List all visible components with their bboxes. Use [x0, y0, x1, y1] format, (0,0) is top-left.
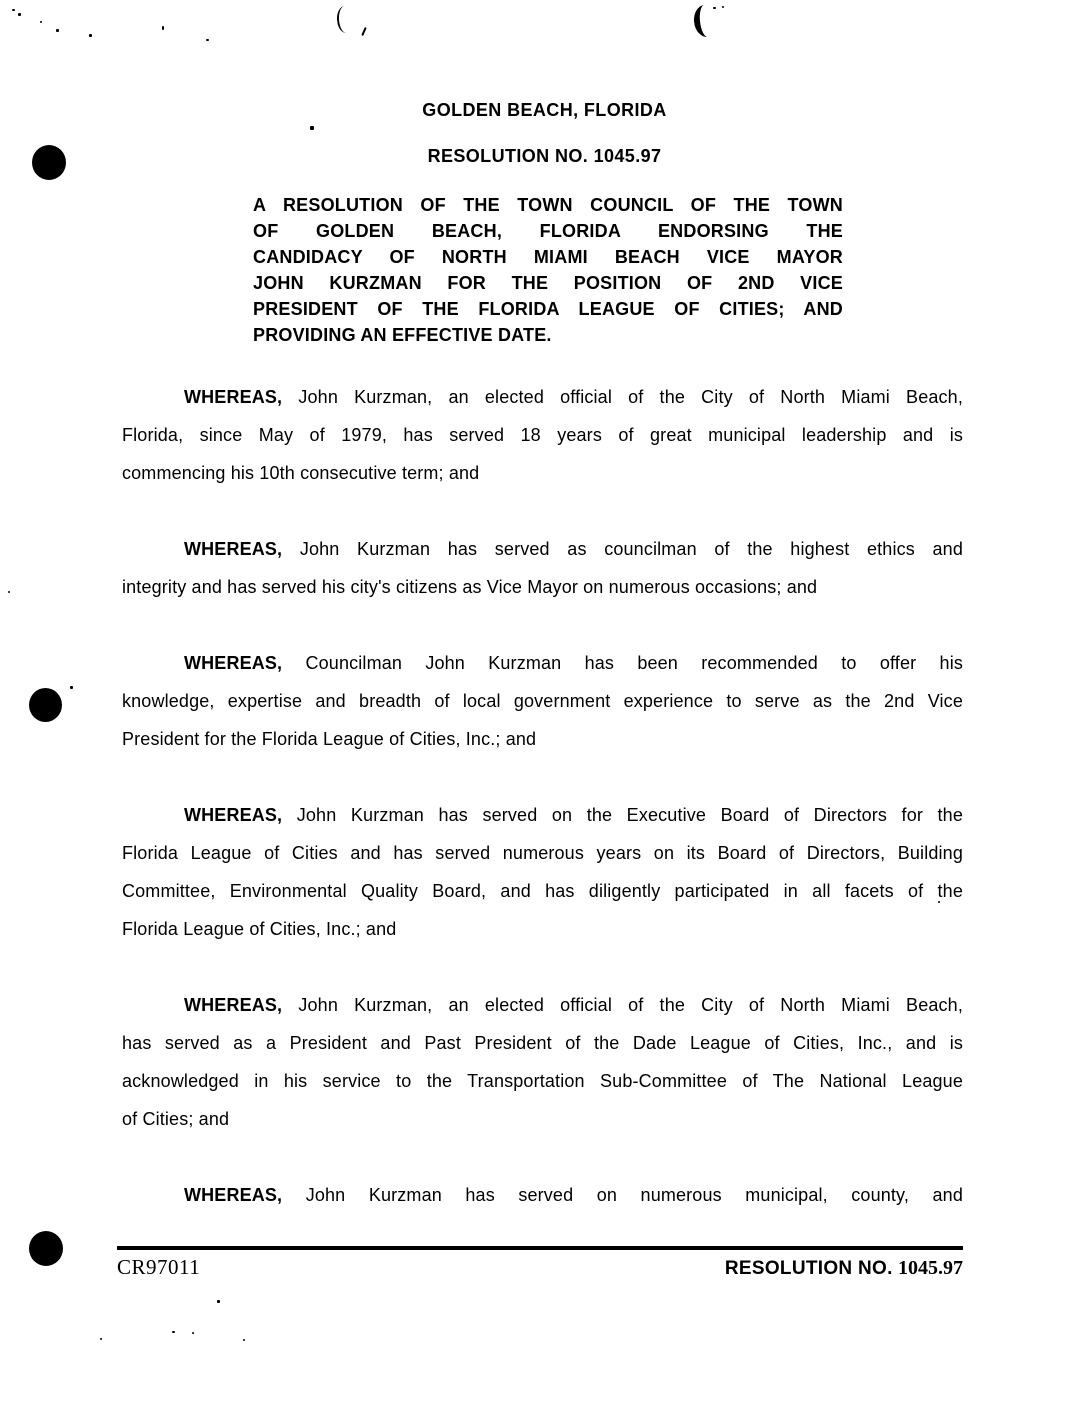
paragraph-text: John Kurzman has served on numerous municipal, county, and	[305, 1185, 963, 1205]
scan-artifact	[206, 39, 209, 41]
paragraph-line: of Cities; and	[122, 1109, 230, 1129]
page-footer	[117, 1246, 963, 1280]
footer-resolution-label: RESOLUTION NO.	[724, 1258, 893, 1279]
resolution-title-line: A RESOLUTION OF THE TOWN COUNCIL OF THE TOWN	[253, 195, 843, 215]
whereas-paragraph	[122, 530, 963, 606]
scan-artifact	[18, 13, 21, 16]
scan-artifact	[692, 4, 717, 38]
whereas-paragraph	[122, 378, 963, 492]
paragraph-line	[122, 644, 963, 682]
whereas-lead: WHEREAS,	[184, 653, 283, 673]
paragraph-line	[122, 1176, 963, 1214]
resolution-title	[253, 192, 843, 348]
paragraph-line	[122, 986, 963, 1024]
paragraph-line: Florida, since May of 1979, has served 18 years of great municipal leadership and is	[122, 425, 963, 445]
whereas-paragraph	[122, 644, 963, 758]
scan-artifact	[8, 591, 10, 593]
resolution-title-line: JOHN KURZMAN FOR THE POSITION OF 2ND VICE	[253, 273, 843, 293]
whereas-paragraph	[122, 1176, 963, 1214]
resolution-number-heading: RESOLUTION NO. 1045.97	[427, 146, 662, 166]
paragraph-line: President for the Florida League of Cities, Inc.; and	[122, 729, 537, 749]
paragraph-text: John Kurzman, an elected official of the City of North Miami Beach,	[298, 995, 963, 1015]
footer-resolution-value: 1045.97	[898, 1257, 963, 1279]
footer-doc-code: CR97011	[117, 1255, 201, 1279]
scan-artifact	[70, 686, 73, 689]
scan-artifact	[192, 1332, 194, 1334]
whereas-paragraph	[122, 796, 963, 948]
resolution-title-line: OF GOLDEN BEACH, FLORIDA ENDORSING THE	[253, 221, 843, 241]
paragraph-line	[122, 378, 963, 416]
whereas-lead: WHEREAS,	[184, 387, 283, 407]
whereas-lead: WHEREAS,	[184, 539, 283, 559]
scan-artifact	[162, 26, 164, 30]
scan-artifact	[89, 34, 92, 37]
paragraph-line	[122, 530, 963, 568]
paragraph-line: Committee, Environmental Quality Board, and has diligently participated in all facets of the	[122, 881, 963, 901]
whereas-lead: WHEREAS,	[184, 1185, 283, 1205]
footer-rule	[117, 1246, 963, 1250]
paragraph-line: knowledge, expertise and breadth of local government experience to serve as the 2nd Vice	[122, 691, 963, 711]
scan-artifact	[713, 7, 716, 9]
paragraph-text: John Kurzman has served on the Executive Board of Directors for the	[296, 805, 963, 825]
scan-artifact	[217, 1300, 220, 1303]
resolution-title-line: PRESIDENT OF THE FLORIDA LEAGUE OF CITIES; AND	[253, 299, 843, 319]
paragraph-line: commencing his 10th consecutive term; and	[122, 463, 480, 483]
scan-artifact	[722, 6, 724, 8]
paragraph-line: acknowledged in his service to the Transportation Sub-Committee of The National League	[122, 1071, 963, 1091]
scan-artifact	[12, 9, 15, 11]
scan-artifact	[56, 29, 59, 32]
paragraph-text: Councilman John Kurzman has been recommended to offer his	[305, 653, 963, 673]
scan-artifact	[310, 126, 314, 130]
hole-punch-mark	[29, 688, 62, 722]
document-location-heading: GOLDEN BEACH, FLORIDA	[422, 100, 667, 120]
paragraph-line: Florida League of Cities, Inc.; and	[122, 919, 397, 939]
paragraph-line: integrity and has served his city's citizens as Vice Mayor on numerous occasions; and	[122, 577, 818, 597]
paragraph-text: John Kurzman, an elected official of the City of North Miami Beach,	[298, 387, 963, 407]
scan-artifact	[172, 1331, 175, 1333]
hole-punch-mark	[29, 1231, 63, 1266]
whereas-paragraph	[122, 986, 963, 1138]
scan-artifact	[361, 27, 366, 36]
document-body	[122, 378, 963, 1252]
whereas-lead: WHEREAS,	[184, 995, 283, 1015]
resolution-title-line: CANDIDACY OF NORTH MIAMI BEACH VICE MAYOR	[253, 247, 843, 267]
scan-artifact	[336, 5, 355, 33]
paragraph-text: John Kurzman has served as councilman of the highest ethics and	[299, 539, 963, 559]
paragraph-line: has served as a President and Past President of the Dade League of Cities, Inc., and is	[122, 1033, 963, 1053]
scan-artifact	[40, 21, 42, 23]
paragraph-line: Florida League of Cities and has served numerous years on its Board of Directors, Building	[122, 843, 963, 863]
scan-artifact	[100, 1338, 102, 1340]
resolution-title-line: PROVIDING AN EFFECTIVE DATE.	[253, 325, 552, 345]
footer-resolution-number	[725, 1257, 963, 1280]
whereas-lead: WHEREAS,	[184, 805, 283, 825]
paragraph-line	[122, 796, 963, 834]
scan-artifact	[243, 1339, 245, 1341]
